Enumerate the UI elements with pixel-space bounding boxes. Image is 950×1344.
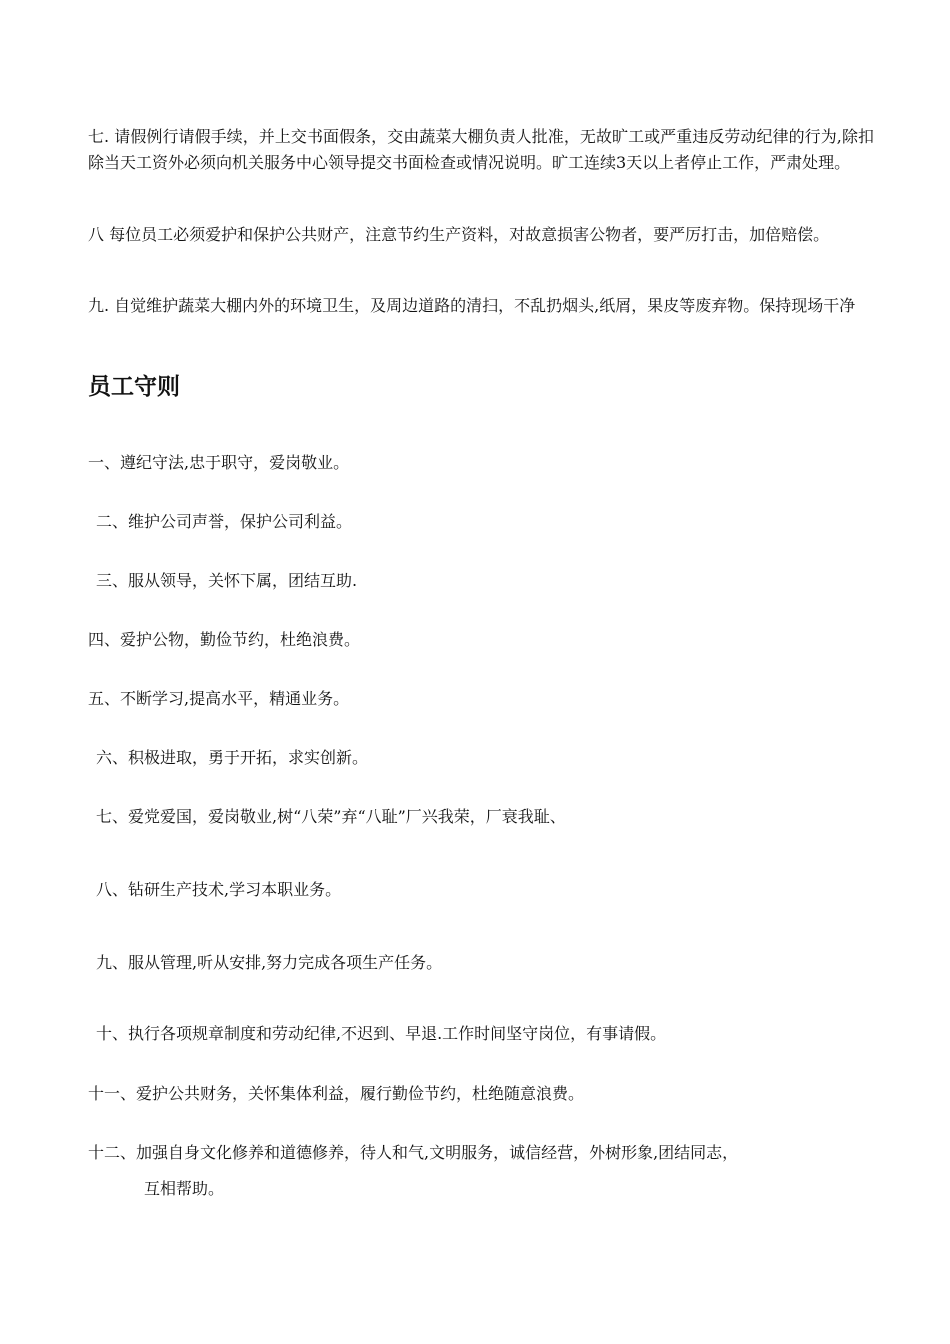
regulation-7: 七. 请假例行请假手续，并上交书面假条，交由蔬菜大棚负责人批准，无故旷工或严重违反劳动纪律的行为,除扣除当天工资外必须向机关服务中心领导提交书面检查或情况说明。旷工连续3天以上者停止工作，严肃处理。: [88, 127, 874, 172]
rule-1: 一、遵纪守法,忠于职守，爱岗敬业。: [88, 453, 350, 472]
rule-6: 六、积极进取，勇于开拓，求实创新。: [96, 748, 369, 767]
section-title: 员工守则: [88, 374, 180, 400]
regulation-8: 八 每位员工必须爱护和保护公共财产，注意节约生产资料，对故意损害公物者，要严厉打击，加倍赔偿。: [88, 225, 830, 244]
rule-5: 五、不断学习,提高水平，精通业务。: [88, 689, 350, 708]
rule-2: 二、维护公司声誉，保护公司利益。: [96, 512, 353, 531]
rule-12-continuation: 互相帮助。: [144, 1179, 225, 1198]
regulation-9: 九. 自觉维护蔬菜大棚内外的环境卫生，及周边道路的清扫，不乱扔烟头,纸屑，果皮等废弃物。保持现场干净: [88, 296, 856, 315]
rule-10: 十、执行各项规章制度和劳动纪律,不迟到、早退.工作时间坚守岗位，有事请假。: [96, 1024, 667, 1043]
rule-11: 十一、爱护公共财务，关怀集体利益，履行勤俭节约，杜绝随意浪费。: [88, 1084, 585, 1103]
rule-12-text: 十二、加强自身文化修养和道德修养，待人和气,文明服务，诚信经营，外树形象,团结同志，: [88, 1143, 739, 1162]
rule-8: 八、钻研生产技术,学习本职业务。: [96, 880, 342, 899]
rule-7: 七、爱党爱国，爱岗敬业,树“八荣”弃“八耻”厂兴我荣，厂衰我耻、: [96, 807, 566, 826]
rule-12: [88, 1140, 738, 1202]
rule-4: 四、爱护公物，勤俭节约，杜绝浪费。: [88, 630, 361, 649]
rule-3: 三、服从领导，关怀下属，团结互助.: [96, 571, 358, 590]
rule-9: 九、服从管理,听从安排,努力完成各项生产任务。: [96, 953, 443, 972]
